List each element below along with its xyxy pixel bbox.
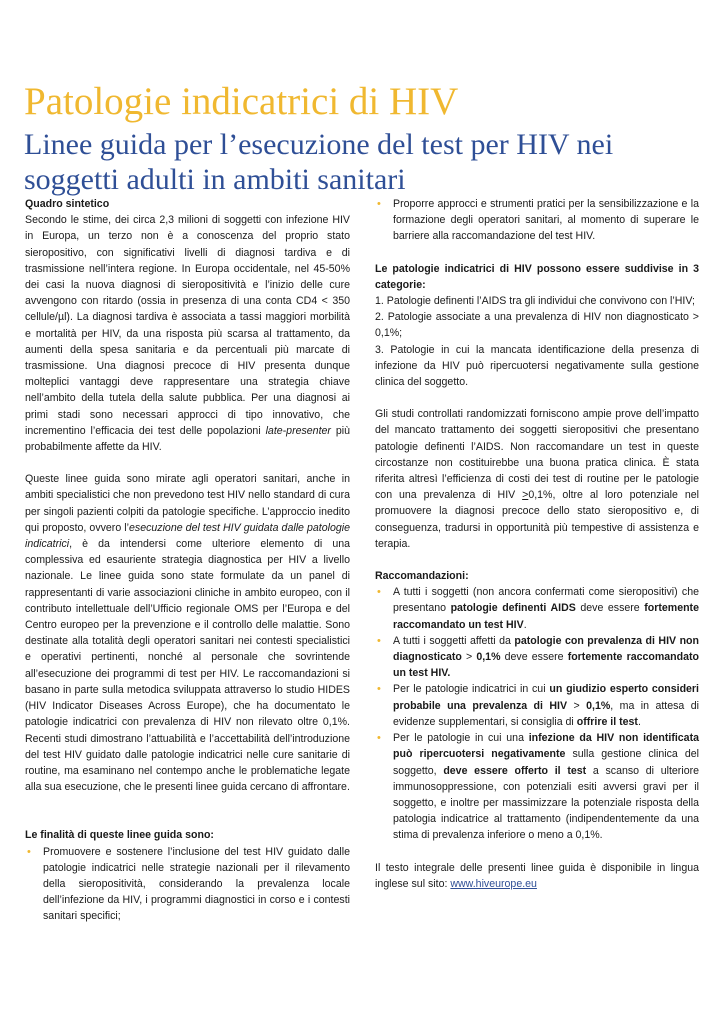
bullet-icon: • xyxy=(377,683,381,696)
bullet-icon: • xyxy=(377,586,381,599)
guidelines-text: Queste linee guida sono mirate agli operatori sanitari, anche in ambiti specialistici che non prevedono test HIV nello standard di cura per singoli pazienti colpiti da patologie specifiche. L’approccio inedito qui proposto, ovvero l’ xyxy=(25,473,350,534)
studies-text: Gli studi controllati randomizzati forniscono ampie prove dell’impatto del mancato trattamento dei soggetti sieropositivi che presentano patologie definenti l’AIDS. Non raccomandare un test in queste circostanze non costituirebbe una buona pratica clinica. È stata riferita altresì l’efficienza di costi dei test di routine per le patologie con una prevalenza di HIV xyxy=(375,408,699,502)
categories-heading: Le patologie indicatrici di HIV possono essere suddivise in 3 categorie: xyxy=(375,262,699,291)
summary-emphasis: late-presenter xyxy=(265,424,331,437)
category-item: 2. Patologie associate a una prevalenza di HIV non diagnosticato > 0,1%; xyxy=(375,311,699,340)
aims-heading: Le finalità di queste linee guida sono: xyxy=(25,829,214,842)
recommendations-list xyxy=(375,584,699,843)
hiveurope-link[interactable]: www.hiveurope.eu xyxy=(450,877,537,890)
summary-heading: Quadro sintetico xyxy=(25,198,110,210)
guidelines-text-end: , è da intendersi come ulteriore elemento di una complessiva ed esauriente strategia diagnostica per HIV a livello nazionale. Le linee guida sono state formulate da un panel di rappresentanti di varie associazioni cliniche in ambito europeo, con il contributo intellettuale dell’Ufficio regionale OMS per l’Europa e del Centro europeo per la prevenzione e il controllo delle malattie. Sono destinate alla totalità degli operatori sanitari nei contesti specialistici e operativi pertinenti, nonché al personale che sovrintende all’esecuzione dei programmi di test per HIV. Le raccomandazioni si basano in parte sulla metodica sviluppata attraverso lo studio HIDES (HIV Indicator Diseases Across Europe), che ha documentato le patologie indicatrici con prevalenza di HIV non rilevato oltre 0,1%. Recenti studi dimostrano l’attuabilità e l’accettabilità dell’introduzione del test HIV guidato dalle patologie indicatrici nelle cure sanitarie di routine, ma esaminano nel contempo anche le problematiche legate alla sua esecuzione, che le presenti linee guida cercano di affrontare. xyxy=(25,538,350,794)
list-item: • A tutti i soggetti (non ancora confermati come sieropositivi) che presentano patologie definenti AIDS deve essere fortemente raccomandato un test HIV. xyxy=(377,586,699,631)
summary-paragraph xyxy=(25,212,350,455)
category-item: 3. Patologie in cui la mancata identificazione della presenza di infezione da HIV può ripercuotersi negativamente sulla gestione clinica del soggetto. xyxy=(375,343,699,389)
guidelines-emphasis: esecuzione del test HIV guidata dalle patologie indicatrici xyxy=(25,521,350,551)
fulltext-paragraph xyxy=(375,860,699,892)
studies-text-end: 0,1%, oltre al loro potenziale nel promuovere la diagnosi precoce dello stato sieropositivo e, di conseguenza, tradursi in opportunità più tempestive di assistenza e terapia. xyxy=(375,489,699,550)
studies-paragraph xyxy=(375,406,699,552)
left-column xyxy=(25,196,350,925)
guidelines-paragraph xyxy=(25,471,350,795)
right-column xyxy=(375,196,699,892)
bullet-icon: • xyxy=(27,845,31,858)
aims-list-continued xyxy=(375,196,699,245)
document-title: Patologie indicatrici di HIV xyxy=(24,80,459,123)
recommendations-heading: Raccomandazioni: xyxy=(375,570,469,583)
summary-text: Secondo le stime, dei circa 2,3 milioni di soggetti con infezione HIV in Europa, un terzo non è a conoscenza del proprio stato sieropositivo, con significativi livelli di diagnosi tardiva e di trasmissione nell’intera regione. In Europa occidentale, nel 45-50% dei casi la nuova diagnosi di sieropositività e l’inizio delle cure avvengono con ritardo (ossia in presenza di una conta CD4 < 350 cellule/µl). La diagnosi tardiva è associata a tassi maggiori morbilità e mortalità per HIV, da una risposta più scarsa al trattamento, da aumenti della spesa sanitaria e da percentuali più marcate di trasmissione. Una diagnosi precoce di HIV presenta dunque molteplici vantaggi deve rappresentare una strategia chiave nell’ambito della tutela della salute pubblica. Per una diagnosi ai primi stadi sono necessari approcci di tipo innovativo, che incrementino l’efficacia dei test delle popolazioni xyxy=(25,214,350,437)
list-item xyxy=(375,196,699,245)
bullet-icon: • xyxy=(377,634,381,647)
list-item: • A tutti i soggetti affetti da patologie con prevalenza di HIV non diagnosticato > 0,1% deve essere fortemente raccomandato un test HIV. xyxy=(377,634,699,680)
fulltext-text: Il testo integrale delle presenti linee guida è disponibile in lingua inglese sul sito: xyxy=(375,861,699,890)
aim-text: Proporre approcci e strumenti pratici per la sensibilizzazione e la formazione degli operatori sanitari, al momento di superare le barriere alla raccomandazione del test HIV. xyxy=(393,198,699,243)
bullet-icon: • xyxy=(377,198,381,210)
list-item: • Per le patologie in cui una infezione da HIV non identificata può ripercuotersi negativamente sulla gestione clinica del soggetto, deve essere offerto il test a scanso di ulteriore immunosoppressione, con potenziali esiti avversi gravi per il soggetto, e inoltre per massimizzare la potenziale risposta della patologia indicatrice al trattamento (indipendentemente da una stima di prevalenza inferiore o meno a 0,1%. xyxy=(377,732,700,842)
summary-text-end: più probabilmente affette da HIV. xyxy=(25,424,350,454)
document-subtitle: Linee guida per l’esecuzione del test per HIV nei soggetti adulti in ambiti sanitari xyxy=(24,128,614,196)
category-item: 1. Patologie definenti l’AIDS tra gli individui che convivono con l’HIV; xyxy=(375,295,695,308)
bullet-icon: • xyxy=(377,732,381,745)
greater-equal-symbol: > xyxy=(522,489,529,502)
list-item xyxy=(25,844,350,925)
aim-text: Promuovere e sostenere l’inclusione del test HIV guidato dalle patologie indicatrici nelle strategie nazionali per il rilevamento della sieropositività, considerando la prevalenza locale dell’infezione da HIV, i programmi diagnostici in corso e i contesti sanitari specifici; xyxy=(43,845,350,923)
aims-list xyxy=(25,844,350,925)
list-item: • Per le patologie indicatrici in cui un giudizio esperto consideri probabile una prevalenza di HIV > 0,1%, ma in attesa di evidenze supplementari, si consiglia di offrire il test. xyxy=(377,683,699,728)
